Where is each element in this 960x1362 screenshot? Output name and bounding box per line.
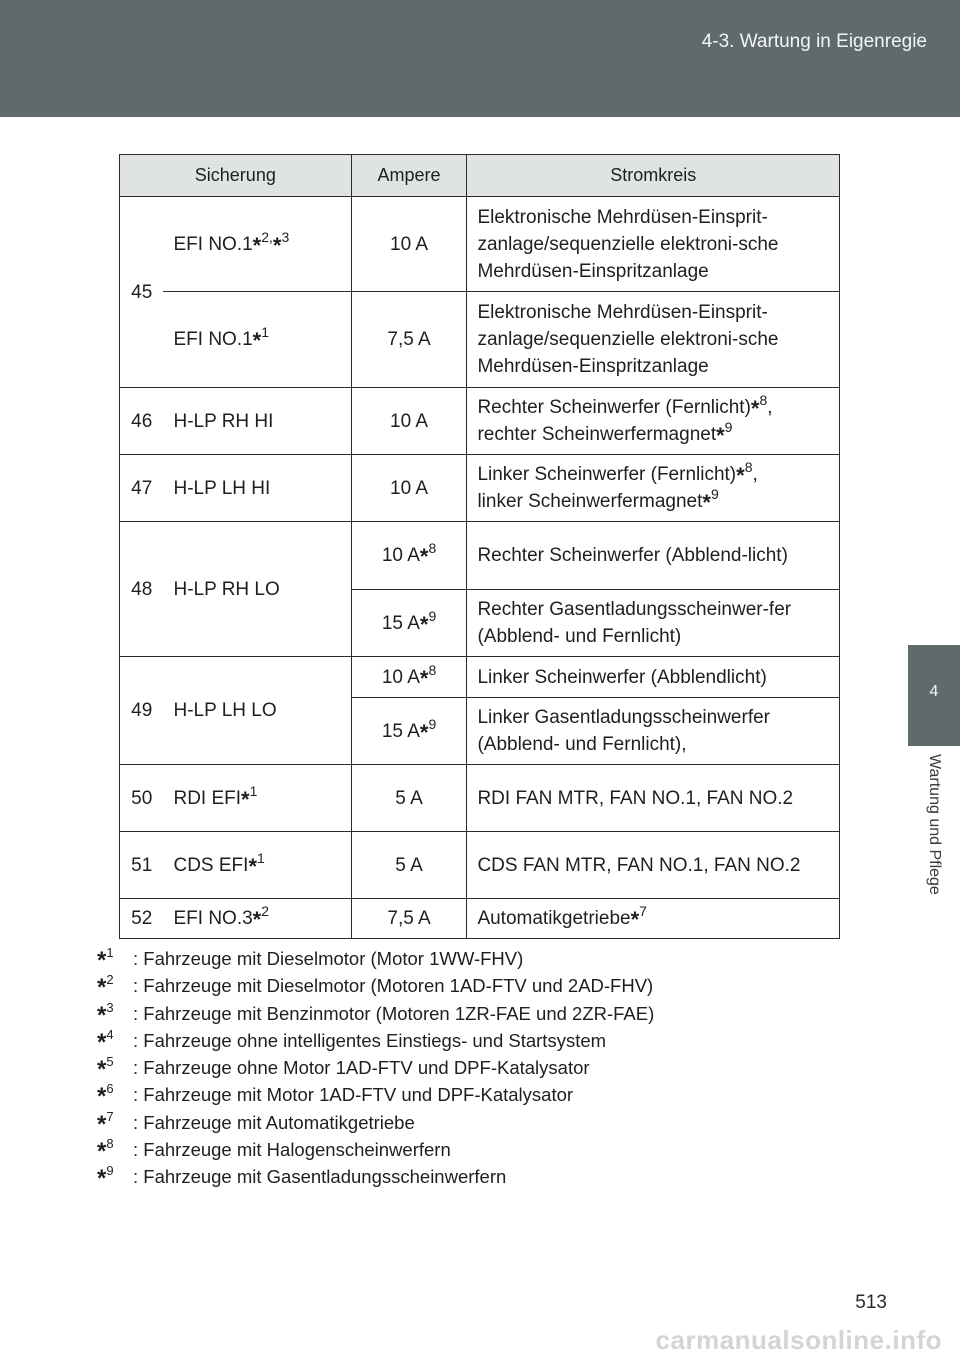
- fuse-ampere: 15 A*$^9$: [351, 698, 467, 765]
- fuse-circuit: Linker Scheinwerfer (Fernlicht)*$^8$, linker Scheinwerfermagnet*$^9$: [467, 455, 840, 522]
- header-sicherung: Sicherung: [120, 155, 352, 197]
- fuse-number: 52: [120, 899, 164, 939]
- chapter-number: 4: [929, 683, 939, 700]
- chapter-tab: [908, 645, 960, 746]
- fuse-circuit: CDS FAN MTR, FAN NO.1, FAN NO.2: [467, 832, 840, 899]
- table-row: [120, 292, 840, 388]
- page-header: [0, 0, 960, 117]
- table-row: [120, 899, 840, 939]
- fuse-number: 48: [120, 522, 164, 657]
- footnote: *$^3$ : Fahrzeuge mit Benzinmotor (Motoren 1ZR-FAE und 2ZR-FAE): [97, 999, 655, 1029]
- fuse-ampere: 10 A*$^8$: [351, 657, 467, 698]
- fuse-number: 49: [120, 657, 164, 765]
- footnotes: [97, 945, 654, 1191]
- fuse-name: RDI EFI*$^1$: [163, 765, 351, 832]
- fuse-ampere: 10 A: [351, 197, 467, 292]
- fuse-ampere: 5 A: [351, 765, 467, 832]
- footnote: *$^5$ : Fahrzeuge ohne Motor 1AD-FTV und DPF-Katalysator: [97, 1054, 590, 1084]
- fuse-ampere: 7,5 A: [351, 292, 467, 388]
- header-ampere: Ampere: [351, 155, 467, 197]
- fuse-circuit: Elektronische Mehrdüsen-Einsprit-zanlage/sequenzielle elektroni-sche Mehrdüsen-Einspritzanlage: [467, 197, 840, 292]
- fuse-table: [119, 154, 840, 939]
- table-row: [120, 522, 840, 590]
- table-row: [120, 388, 840, 455]
- footnote: *$^7$ : Fahrzeuge mit Automatikgetriebe: [97, 1108, 415, 1138]
- fuse-circuit: Automatikgetriebe*$^7$: [467, 899, 840, 939]
- watermark: carmanualsonline.info: [655, 1325, 942, 1355]
- header-stromkreis: Stromkreis: [467, 155, 840, 197]
- table-row: [120, 455, 840, 522]
- footnote: *$^6$ : Fahrzeuge mit Motor 1AD-FTV und DPF-Katalysator: [97, 1081, 574, 1111]
- chapter-label: Wartung und Pflege: [926, 754, 943, 895]
- table-row: [120, 197, 840, 292]
- fuse-number: 47: [120, 455, 164, 522]
- fuse-ampere: 10 A: [351, 388, 467, 455]
- footnote: *$^4$ : Fahrzeuge ohne intelligentes Einstiegs- und Startsystem: [97, 1026, 607, 1056]
- table-row: [120, 657, 840, 698]
- fuse-name: H-LP RH LO: [163, 522, 351, 657]
- fuse-name: EFI NO.3*$^2$: [163, 899, 351, 939]
- fuse-ampere: 10 A: [351, 455, 467, 522]
- fuse-number: 45: [120, 197, 164, 388]
- fuse-name: CDS EFI*$^1$: [163, 832, 351, 899]
- fuse-circuit: RDI FAN MTR, FAN NO.1, FAN NO.2: [467, 765, 840, 832]
- fuse-number: 46: [120, 388, 164, 455]
- fuse-ampere: 10 A*$^8$: [351, 522, 467, 590]
- fuse-circuit: Linker Gasentladungsscheinwerfer (Abblend- und Fernlicht),: [467, 698, 840, 765]
- section-title: 4-3. Wartung in Eigenregie: [701, 31, 927, 52]
- fuse-ampere: 5 A: [351, 832, 467, 899]
- table-header-row: [120, 155, 840, 197]
- fuse-number: 51: [120, 832, 164, 899]
- fuse-name: H-LP RH HI: [163, 388, 351, 455]
- table-row: [120, 765, 840, 832]
- fuse-name: H-LP LH HI: [163, 455, 351, 522]
- footnote: *$^9$ : Fahrzeuge mit Gasentladungsscheinwerfern: [97, 1163, 507, 1193]
- fuse-circuit: Rechter Scheinwerfer (Fernlicht)*$^8$, rechter Scheinwerfermagnet*$^9$: [467, 388, 840, 455]
- fuse-name: EFI NO.1*$^{2,}$*$^3$: [163, 197, 351, 292]
- footnote: *$^1$ : Fahrzeuge mit Dieselmotor (Motor 1WW-FHV): [97, 945, 524, 974]
- footnote: *$^2$ : Fahrzeuge mit Dieselmotor (Motoren 1AD-FTV und 2AD-FHV): [97, 972, 654, 1002]
- fuse-name: H-LP LH LO: [163, 657, 351, 765]
- fuse-circuit: Rechter Scheinwerfer (Abblend-licht): [467, 522, 840, 590]
- fuse-circuit: Linker Scheinwerfer (Abblendlicht): [467, 657, 840, 698]
- footnote: *$^8$ : Fahrzeuge mit Halogenscheinwerfern: [97, 1136, 451, 1166]
- fuse-number: 50: [120, 765, 164, 832]
- page-number: 513: [855, 1292, 887, 1313]
- fuse-name: EFI NO.1*$^1$: [163, 292, 351, 388]
- fuse-ampere: 7,5 A: [351, 899, 467, 939]
- fuse-circuit: Rechter Gasentladungsscheinwer-fer (Abblend- und Fernlicht): [467, 590, 840, 657]
- fuse-circuit: Elektronische Mehrdüsen-Einsprit-zanlage/sequenzielle elektroni-sche Mehrdüsen-Einspritzanlage: [467, 292, 840, 388]
- fuse-ampere: 15 A*$^9$: [351, 590, 467, 657]
- chapter-label-area: [908, 746, 960, 976]
- table-row: [120, 832, 840, 899]
